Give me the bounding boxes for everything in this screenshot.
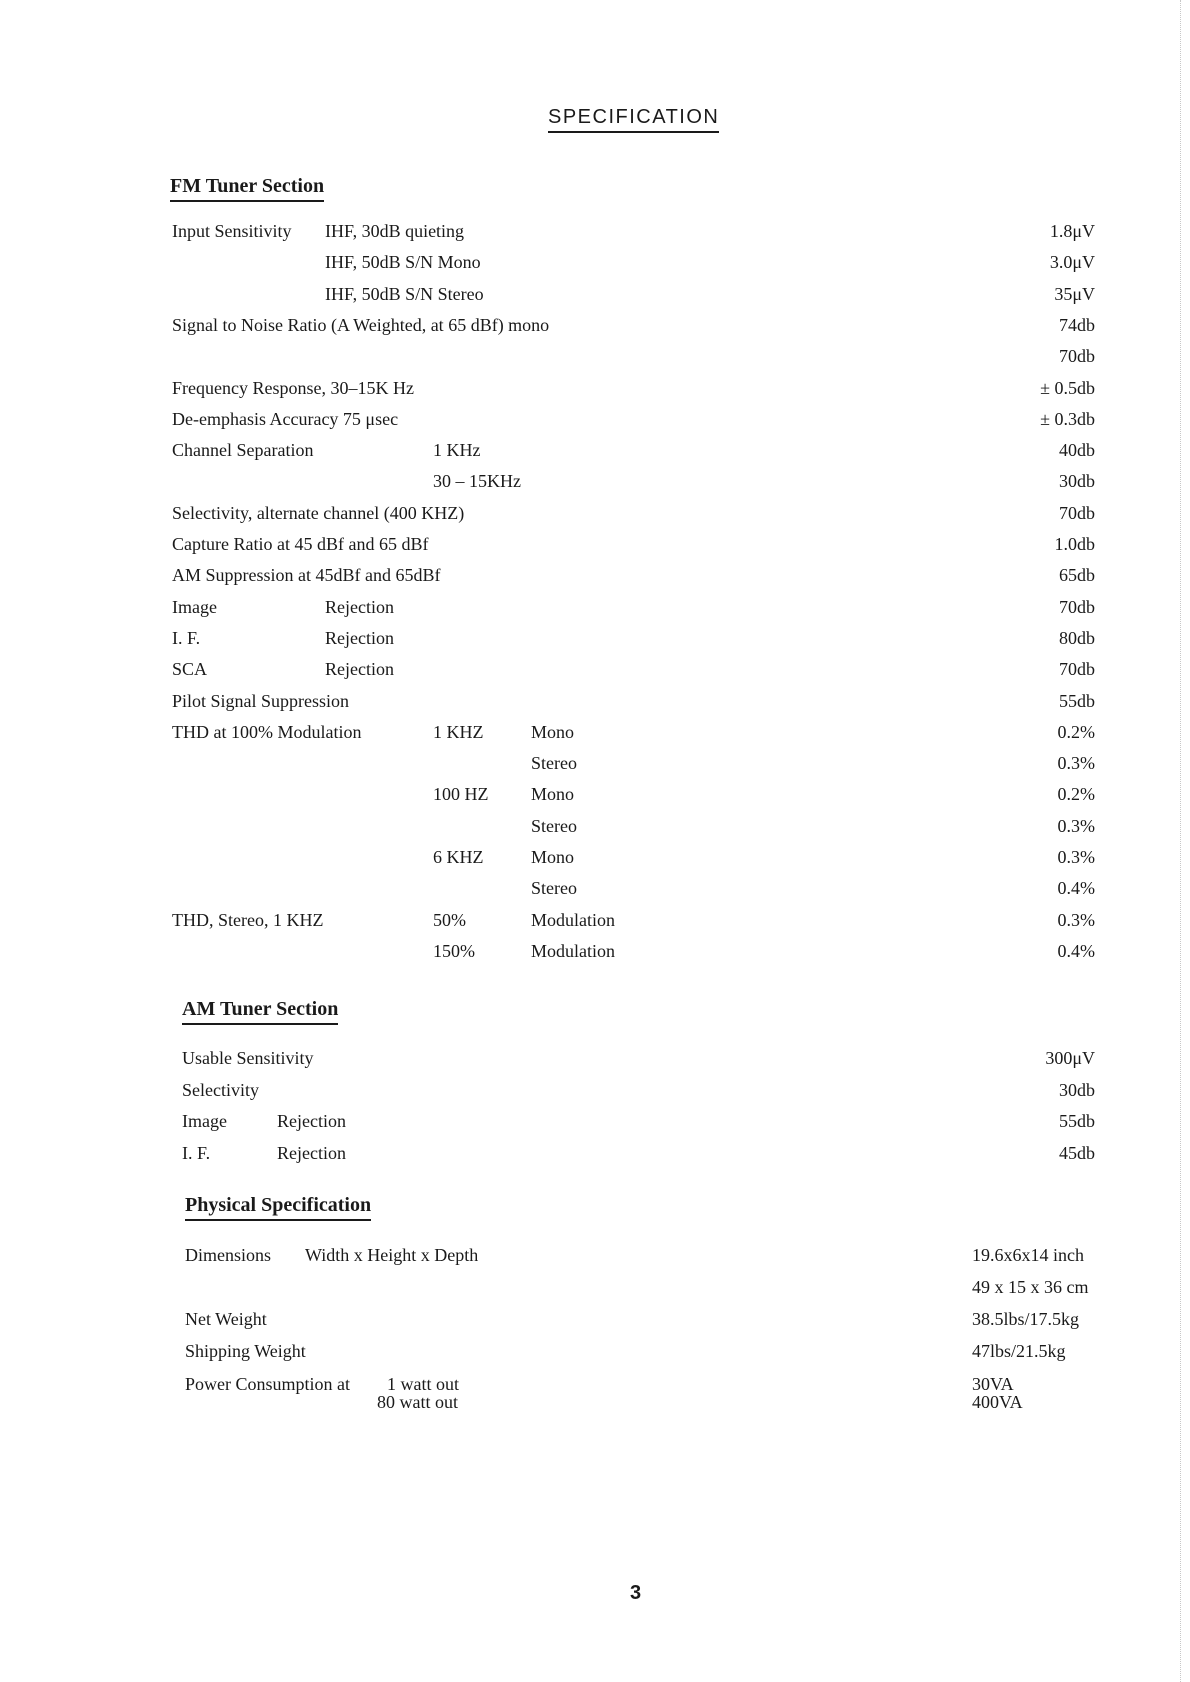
spec-value: ± 0.5db xyxy=(1040,377,1095,398)
table-row xyxy=(0,283,1190,309)
spec-value: 70db xyxy=(1059,596,1095,617)
table-row xyxy=(0,752,1190,778)
spec-label: SCA xyxy=(172,659,208,680)
spec-condition: IHF, 30dB quieting xyxy=(325,221,465,241)
spec-value: 38.5lbs/17.5kg xyxy=(972,1309,1080,1329)
spec-label: Net Weight xyxy=(185,1309,267,1329)
table-row xyxy=(0,1244,1190,1270)
spec-label: Image xyxy=(182,1111,227,1132)
spec-value: 47lbs/21.5kg xyxy=(972,1341,1066,1361)
table-row xyxy=(0,690,1190,716)
spec-value: 80db xyxy=(1059,627,1095,648)
spec-value: 55db xyxy=(1059,1111,1095,1132)
table-row xyxy=(0,502,1190,528)
spec-value: 30db xyxy=(1059,471,1095,492)
spec-label: Dimensions xyxy=(185,1245,272,1265)
spec-value: 0.3% xyxy=(1057,815,1095,836)
spec-condition: IHF, 50dB S/N Mono xyxy=(325,252,481,273)
table-row xyxy=(0,220,1190,246)
spec-label: Usable Sensitivity xyxy=(182,1048,314,1068)
table-row xyxy=(0,783,1190,809)
spec-value: 0.2% xyxy=(1057,784,1095,805)
table-row xyxy=(0,533,1190,559)
physical-section-heading: Physical Specification xyxy=(185,1194,371,1221)
table-row xyxy=(0,1276,1190,1302)
spec-label: Capture Ratio at 45 dBf and 65 dBf xyxy=(172,534,429,554)
document-title: SPECIFICATION xyxy=(548,106,719,133)
spec-mode: Mono xyxy=(531,721,575,742)
spec-value: 49 x 15 x 36 cm xyxy=(972,1277,1089,1297)
power-line-2: 80 watt out xyxy=(377,1392,458,1412)
spec-value: 45db xyxy=(1059,1143,1095,1164)
spec-mode: Stereo xyxy=(531,815,577,836)
spec-value: 65db xyxy=(1059,565,1095,586)
spec-mode: Modulation xyxy=(531,909,615,930)
spec-condition: Rejection xyxy=(277,1143,346,1164)
spec-value: 30db xyxy=(1059,1079,1095,1100)
spec-condition: Rejection xyxy=(277,1111,346,1132)
spec-value: 70db xyxy=(1059,659,1095,680)
table-row xyxy=(0,1308,1190,1334)
table-row xyxy=(0,1391,1190,1417)
spec-value: 70db xyxy=(1059,502,1095,523)
am-section-heading: AM Tuner Section xyxy=(182,998,338,1025)
table-row xyxy=(0,377,1190,403)
spec-value: 0.3% xyxy=(1057,753,1095,774)
table-row xyxy=(0,1142,1190,1168)
power-value-1: 30VA xyxy=(972,1374,1014,1394)
spec-frequency: 1 KHz xyxy=(433,440,481,461)
spec-condition: Width x Height x Depth xyxy=(305,1245,479,1265)
spec-mode: Mono xyxy=(531,847,575,867)
spec-frequency: 1 KHZ xyxy=(433,721,484,742)
spec-value: 1.8μV xyxy=(1049,221,1095,241)
spec-mode: Stereo xyxy=(531,753,577,774)
spec-condition: Rejection xyxy=(325,659,394,680)
spec-value: 35μV xyxy=(1054,283,1095,304)
power-line-1: 1 watt out xyxy=(387,1374,459,1394)
spec-value: 0.2% xyxy=(1057,721,1095,742)
spec-frequency: 30 – 15KHz xyxy=(433,471,521,492)
spec-label: I. F. xyxy=(172,627,201,648)
spec-value: 0.3% xyxy=(1057,909,1095,930)
spec-mode: Stereo xyxy=(531,878,577,899)
table-row xyxy=(0,815,1190,841)
table-row xyxy=(0,251,1190,277)
spec-frequency: 50% xyxy=(433,909,466,930)
spec-value: 19.6x6x14 inch xyxy=(972,1245,1084,1265)
table-row xyxy=(0,314,1190,340)
power-label: Power Consumption at xyxy=(185,1374,350,1394)
spec-label: THD, Stereo, 1 KHZ xyxy=(172,909,324,930)
spec-value: ± 0.3db xyxy=(1040,408,1095,429)
spec-label: De-emphasis Accuracy 75 μsec xyxy=(172,408,399,429)
spec-value: 55db xyxy=(1059,690,1095,711)
table-row xyxy=(0,909,1190,935)
table-row xyxy=(0,877,1190,903)
table-row xyxy=(0,439,1190,465)
spec-value: 70db xyxy=(1059,346,1095,367)
spec-label: Input Sensitivity xyxy=(172,221,292,241)
table-row xyxy=(0,721,1190,747)
spec-value: 300μV xyxy=(1045,1048,1095,1068)
table-row xyxy=(0,1047,1190,1073)
power-value-2: 400VA xyxy=(972,1392,1023,1412)
spec-condition: IHF, 50dB S/N Stereo xyxy=(325,283,484,304)
spec-label: Shipping Weight xyxy=(185,1341,306,1361)
spec-value: 40db xyxy=(1059,440,1095,461)
spec-label: THD at 100% Modulation xyxy=(172,721,362,742)
spec-value: 3.0μV xyxy=(1049,252,1095,273)
spec-value: 0.3% xyxy=(1057,847,1095,867)
table-row xyxy=(0,1340,1190,1366)
table-row xyxy=(0,627,1190,653)
spec-value: 74db xyxy=(1059,314,1095,335)
spec-label: Selectivity, alternate channel (400 KHZ) xyxy=(172,502,465,523)
spec-mode: Modulation xyxy=(531,940,615,961)
spec-condition: Rejection xyxy=(325,596,394,617)
spec-value: 0.4% xyxy=(1057,940,1095,961)
table-row xyxy=(0,564,1190,590)
spec-label: Frequency Response, 30–15K Hz xyxy=(172,377,414,398)
spec-frequency: 100 HZ xyxy=(433,784,489,805)
table-row xyxy=(0,846,1190,872)
spec-mode: Mono xyxy=(531,784,575,805)
spec-label: Pilot Signal Suppression xyxy=(172,690,350,711)
spec-label: Signal to Noise Ratio (A Weighted, at 65 dBf) mono xyxy=(172,314,550,335)
spec-label: AM Suppression at 45dBf and 65dBf xyxy=(172,565,441,586)
fm-section-heading: FM Tuner Section xyxy=(170,175,324,202)
table-row xyxy=(0,596,1190,622)
table-row xyxy=(0,1110,1190,1136)
spec-label: Channel Separation xyxy=(172,440,314,461)
page-number: 3 xyxy=(630,1582,642,1604)
table-row xyxy=(0,408,1190,434)
spec-label: I. F. xyxy=(182,1143,211,1164)
spec-condition: Rejection xyxy=(325,627,394,648)
spec-value: 1.0db xyxy=(1054,534,1095,554)
spec-label: Selectivity xyxy=(182,1079,259,1100)
table-row xyxy=(0,1079,1190,1105)
spec-frequency: 150% xyxy=(433,940,475,961)
table-row xyxy=(0,658,1190,684)
table-row xyxy=(0,470,1190,496)
page-edge-line xyxy=(1180,0,1182,1682)
spec-label: Image xyxy=(172,596,217,617)
spec-frequency: 6 KHZ xyxy=(433,847,484,867)
table-row xyxy=(0,940,1190,966)
table-row xyxy=(0,345,1190,371)
spec-value: 0.4% xyxy=(1057,878,1095,899)
